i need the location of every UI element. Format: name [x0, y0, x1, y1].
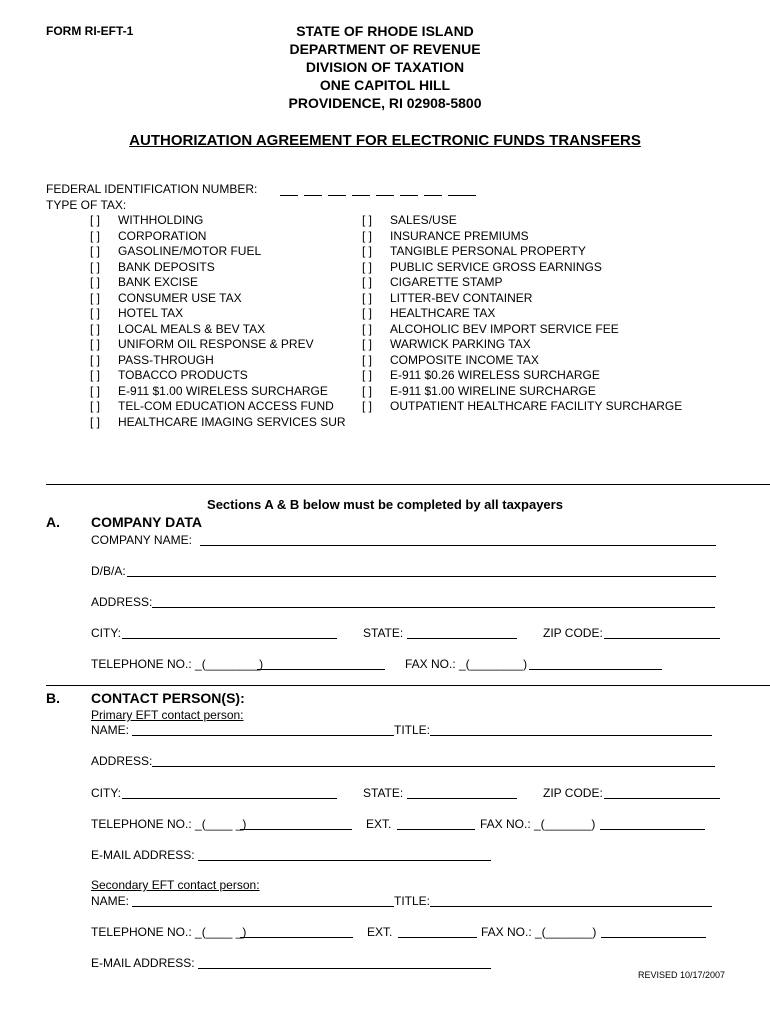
checkbox[interactable]: [ ]	[362, 352, 373, 367]
tax-type-option-label: UNIFORM OIL RESPONSE & PREV	[118, 337, 314, 351]
revision-date: REVISED 10/17/2007	[638, 970, 726, 980]
checkbox[interactable]: [ ]	[362, 244, 373, 258]
company-state-field[interactable]	[407, 638, 517, 639]
company-fax-field[interactable]	[529, 669, 662, 670]
tax-type-option[interactable]	[90, 291, 242, 305]
section-b-letter: B.	[46, 690, 60, 706]
checkbox[interactable]: [ ]	[362, 306, 373, 320]
primary-state-field[interactable]	[407, 798, 517, 799]
agency-line-department: DEPARTMENT OF REVENUE	[289, 41, 481, 57]
primary-title-field[interactable]	[430, 735, 712, 736]
tax-type-option-label: HEALTHCARE IMAGING SERVICES SUR	[118, 414, 346, 429]
secondary-email-field[interactable]	[198, 968, 491, 969]
tax-type-option-label: LOCAL MEALS & BEV TAX	[118, 321, 266, 336]
section-a-title: COMPANY DATA	[91, 514, 202, 530]
company-address-label: ADDRESS:	[91, 595, 153, 609]
tax-type-option-label: TOBACCO PRODUCTS	[118, 368, 248, 382]
primary-fax-label: FAX NO.: _(_______)	[480, 817, 596, 831]
tax-type-option-label: HEALTHCARE TAX	[390, 306, 496, 320]
company-name-label: COMPANY NAME:	[91, 533, 192, 547]
secondary-email-label: E-MAIL ADDRESS:	[91, 956, 195, 970]
primary-zip-label: ZIP CODE:	[543, 786, 603, 800]
agency-line-state: STATE OF RHODE ISLAND	[296, 23, 474, 39]
tax-type-option[interactable]	[90, 399, 334, 413]
secondary-contact-heading: Secondary EFT contact person:	[91, 878, 260, 892]
instruction-note: Sections A & B below must be completed by all taxpayers	[207, 497, 563, 512]
company-telephone-label: TELEPHONE NO.: _(________)	[91, 657, 264, 671]
primary-state-label: STATE:	[363, 786, 404, 800]
tax-type-option[interactable]	[362, 213, 457, 227]
tax-type-option[interactable]	[90, 213, 203, 227]
agency-line-address: ONE CAPITOL HILL	[319, 77, 451, 93]
company-zip-field[interactable]	[604, 638, 720, 639]
primary-ext-field[interactable]	[397, 829, 475, 830]
company-zip-label: ZIP CODE:	[543, 626, 603, 640]
primary-city-label: CITY:	[91, 786, 122, 800]
checkbox[interactable]: [ ]	[362, 213, 373, 227]
checkbox[interactable]: [ ]	[362, 228, 373, 243]
tax-type-option-label: CONSUMER USE TAX	[118, 290, 242, 305]
checkbox[interactable]: [ ]	[90, 337, 101, 351]
agency-line-division: DIVISION OF TAXATION	[305, 59, 465, 75]
checkbox[interactable]: [ ]	[362, 275, 373, 289]
tax-type-option[interactable]	[90, 384, 328, 398]
secondary-ext-label: EXT.	[367, 925, 393, 939]
tax-type-option-label: TEL-COM EDUCATION ACCESS FUND	[118, 399, 334, 413]
tax-type-option-label: E-911 $1.00 WIRELESS SURCHARGE	[118, 383, 328, 398]
tax-type-option-label: OUTPATIENT HEALTHCARE FACILITY SURCHARGE	[390, 399, 683, 413]
checkbox[interactable]: [ ]	[90, 321, 101, 336]
tax-type-option-label: LITTER-BEV CONTAINER	[390, 290, 533, 305]
company-city-field[interactable]	[122, 638, 337, 639]
tax-type-option-label: ALCOHOLIC BEV IMPORT SERVICE FEE	[390, 321, 619, 336]
tax-type-option[interactable]	[362, 322, 619, 336]
tax-type-option[interactable]	[90, 337, 314, 351]
primary-city-field[interactable]	[122, 798, 337, 799]
checkbox[interactable]: [ ]	[362, 259, 373, 274]
checkbox[interactable]: [ ]	[362, 321, 373, 336]
fein-label: FEDERAL IDENTIFICATION NUMBER:	[46, 182, 258, 196]
company-city-label: CITY:	[91, 626, 122, 640]
checkbox[interactable]: [ ]	[90, 368, 101, 382]
company-name-field[interactable]	[200, 545, 716, 546]
primary-contact-heading: Primary EFT contact person:	[91, 708, 244, 722]
tax-type-option[interactable]	[362, 306, 495, 320]
tax-type-option[interactable]	[362, 244, 586, 258]
checkbox[interactable]: [ ]	[90, 290, 101, 305]
tax-type-option-label: BANK DEPOSITS	[118, 259, 215, 274]
tax-type-option-label: E-911 $1.00 WIRELINE SURCHARGE	[390, 383, 596, 398]
company-telephone-field[interactable]	[257, 669, 385, 670]
form-id: FORM RI-EFT-1	[46, 24, 134, 38]
tax-type-option[interactable]	[90, 306, 183, 320]
checkbox[interactable]: [ ]	[362, 399, 373, 413]
primary-title-label: TITLE:	[394, 723, 431, 737]
tax-type-option-label: SALES/USE	[390, 213, 457, 227]
secondary-telephone-label: TELEPHONE NO.: _(____ _)	[91, 925, 247, 939]
tax-type-option-label: WARWICK PARKING TAX	[390, 337, 531, 351]
secondary-title-field[interactable]	[430, 906, 712, 907]
secondary-fax-field[interactable]	[601, 937, 706, 938]
tax-type-option[interactable]	[362, 384, 596, 398]
secondary-name-field[interactable]	[132, 906, 394, 907]
tax-type-label: TYPE OF TAX:	[46, 198, 127, 212]
tax-type-option-label: WITHHOLDING	[118, 213, 204, 227]
company-state-label: STATE:	[363, 626, 404, 640]
checkbox[interactable]: [ ]	[90, 383, 101, 398]
primary-name-label: NAME:	[91, 723, 130, 737]
checkbox[interactable]: [ ]	[90, 213, 101, 227]
tax-type-option-label: GASOLINE/MOTOR FUEL	[118, 244, 262, 258]
tax-type-option[interactable]	[362, 260, 602, 274]
tax-type-option-label: PUBLIC SERVICE GROSS EARNINGS	[390, 259, 602, 274]
section-b-title: CONTACT PERSON(S):	[91, 690, 245, 706]
checkbox[interactable]: [ ]	[90, 259, 101, 274]
section-divider-b	[46, 685, 770, 686]
form-title: AUTHORIZATION AGREEMENT FOR ELECTRONIC FUNDS TRANSFERS	[129, 132, 641, 149]
primary-email-label: E-MAIL ADDRESS:	[91, 848, 195, 862]
secondary-title-label: TITLE:	[394, 894, 431, 908]
tax-type-option-label: BANK EXCISE	[118, 275, 199, 289]
tax-type-option-label: TANGIBLE PERSONAL PROPERTY	[390, 244, 586, 258]
tax-type-option[interactable]	[362, 291, 532, 305]
tax-type-option[interactable]	[362, 275, 502, 289]
checkbox[interactable]: [ ]	[90, 414, 101, 429]
checkbox[interactable]: [ ]	[90, 306, 101, 320]
primary-name-field[interactable]	[132, 735, 394, 736]
dba-label: D/B/A:	[91, 564, 126, 578]
agency-line-city: PROVIDENCE, RI 02908-5800	[288, 95, 482, 111]
tax-type-option-label: COMPOSITE INCOME TAX	[390, 352, 539, 367]
checkbox[interactable]: [ ]	[362, 337, 373, 351]
tax-type-option[interactable]	[90, 229, 206, 243]
primary-ext-label: EXT.	[366, 817, 392, 831]
checkbox[interactable]: [ ]	[90, 352, 101, 367]
section-divider	[46, 484, 770, 485]
primary-zip-field[interactable]	[604, 798, 720, 799]
tax-type-option[interactable]	[90, 353, 214, 367]
tax-type-option-label: CORPORATION	[118, 228, 207, 243]
checkbox[interactable]: [ ]	[362, 368, 373, 382]
tax-type-option[interactable]	[90, 368, 248, 382]
tax-type-option[interactable]	[362, 337, 531, 351]
checkbox[interactable]: [ ]	[90, 399, 101, 413]
tax-type-option-label: PASS-THROUGH	[118, 352, 214, 367]
primary-address-label: ADDRESS:	[91, 754, 153, 768]
tax-type-option[interactable]	[362, 399, 682, 413]
company-address-field[interactable]	[152, 607, 715, 608]
tax-type-option[interactable]	[90, 260, 215, 274]
primary-telephone-field[interactable]	[240, 829, 352, 830]
section-a-letter: A.	[46, 514, 60, 530]
tax-type-option-label: CIGARETTE STAMP	[390, 275, 503, 289]
tax-type-option[interactable]	[90, 322, 265, 336]
tax-type-option[interactable]	[90, 244, 261, 258]
tax-type-option-label: HOTEL TAX	[118, 306, 184, 320]
primary-fax-field[interactable]	[600, 829, 705, 830]
tax-type-option[interactable]	[362, 229, 529, 243]
secondary-ext-field[interactable]	[398, 937, 477, 938]
secondary-name-label: NAME:	[91, 894, 130, 908]
dba-field[interactable]	[127, 576, 716, 577]
tax-type-option[interactable]	[362, 353, 539, 367]
tax-type-option-label: E-911 $0.26 WIRELESS SURCHARGE	[390, 368, 600, 382]
tax-type-option[interactable]	[90, 275, 198, 289]
primary-telephone-label: TELEPHONE NO.: _(____ _)	[91, 817, 247, 831]
tax-type-option[interactable]	[90, 415, 346, 429]
checkbox[interactable]: [ ]	[362, 290, 373, 305]
primary-address-field[interactable]	[152, 766, 715, 767]
checkbox[interactable]: [ ]	[90, 228, 101, 243]
secondary-telephone-field[interactable]	[240, 937, 353, 938]
secondary-fax-label: FAX NO.: _(_______)	[481, 925, 597, 939]
checkbox[interactable]: [ ]	[362, 383, 373, 398]
tax-type-option-label: INSURANCE PREMIUMS	[390, 228, 529, 243]
company-fax-label: FAX NO.: _(________)	[405, 657, 528, 671]
checkbox[interactable]: [ ]	[90, 244, 101, 258]
primary-email-field[interactable]	[198, 860, 491, 861]
tax-type-option[interactable]	[362, 368, 600, 382]
checkbox[interactable]: [ ]	[90, 275, 101, 289]
